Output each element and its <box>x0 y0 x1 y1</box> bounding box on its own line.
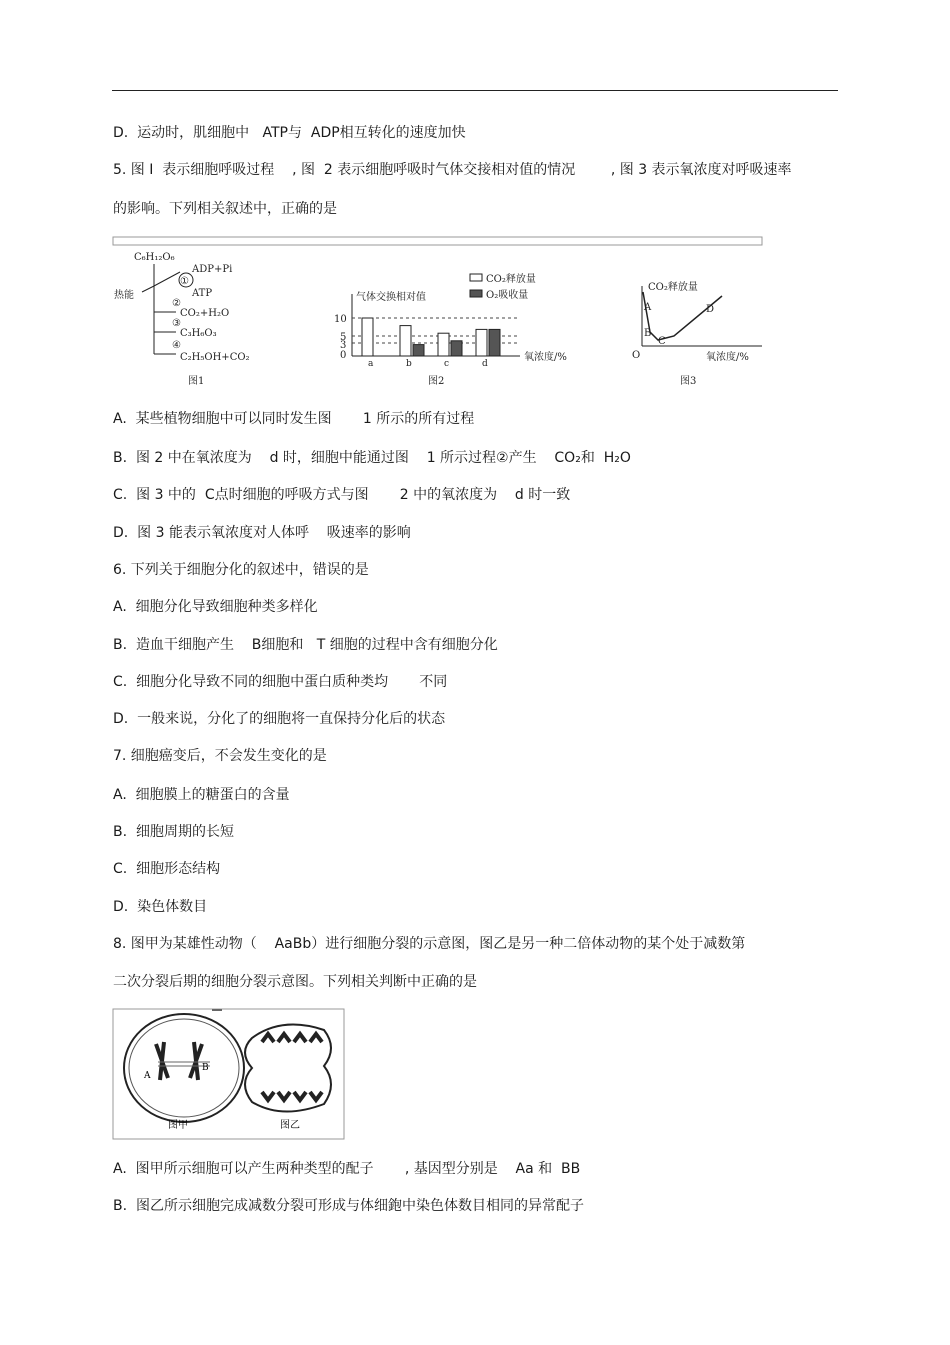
fig3-label-b: B <box>644 328 652 339</box>
fig2-ytick-5: 5 <box>340 332 347 343</box>
figure-2-gas-exchange <box>334 272 567 387</box>
fig1-num-4: ④ <box>172 340 181 351</box>
question-5-option-d: D. 图 3 能表示氧浓度对人体呼 吸速率的影响 <box>113 525 411 541</box>
fig8-caption-jia: 图甲 <box>168 1120 188 1131</box>
fig1-product-3: C₃H₆O₃ <box>180 328 217 339</box>
question-5-option-a: A. 某些植物细胞中可以同时发生图 1 所示的所有过程 <box>113 411 475 427</box>
fig2-xtick-c: c <box>444 359 450 369</box>
fig8-chromosomes-yi-top <box>262 1034 322 1042</box>
fig2-xlabel: 氧浓度/% <box>524 352 567 363</box>
fig1-heat: 热能 <box>114 290 134 301</box>
question-5-stem-cont: 的影响。下列相关叙述中，正确的是 <box>113 201 337 217</box>
fig1-product-2: CO₂+H₂O <box>180 308 230 319</box>
question-6-option-a: A. 细胞分化导致细胞种类多样化 <box>113 599 318 615</box>
question-7-option-c: C. 细胞形态结构 <box>113 861 221 877</box>
fig2-legend-swatch-o2 <box>470 290 482 297</box>
fig1-caption: 图1 <box>188 376 205 387</box>
fig8-caption-yi: 图乙 <box>280 1120 300 1131</box>
figure-1-respiration-pathway <box>114 252 250 387</box>
fig1-adp: ADP+Pi <box>192 264 233 275</box>
fig3-caption: 图3 <box>680 376 697 387</box>
fig2-bar-b-co2 <box>400 326 411 356</box>
fig2-ytick-10: 10 <box>334 314 347 325</box>
question-8-figures <box>112 1008 346 1142</box>
question-7-option-a: A. 细胞膜上的糖蛋白的含量 <box>113 787 290 803</box>
fig2-bar-b-o2 <box>413 345 424 356</box>
header-rule <box>112 90 838 91</box>
fig2-bar-d-co2 <box>476 329 487 356</box>
fig8-cell-yi <box>245 1025 331 1131</box>
fig2-ytick-0: 0 <box>340 350 347 361</box>
fig2-caption: 图2 <box>428 376 445 387</box>
fig8-cell-jia <box>124 1014 244 1131</box>
fig8-gene-b: B <box>202 1063 209 1073</box>
fig1-num-1: ① <box>180 276 189 287</box>
question-6-stem: 6. 下列关于细胞分化的叙述中，错误的是 <box>113 562 369 578</box>
fig8-gene-a: A <box>144 1071 151 1081</box>
fig1-num-3: ③ <box>172 318 181 329</box>
fig2-xtick-b: b <box>406 359 412 369</box>
fig2-bar-c-o2 <box>451 341 462 356</box>
question-8-stem-cont: 二次分裂后期的细胞分裂示意图。下列相关判断中正确的是 <box>113 974 477 990</box>
option-d-prev: D. 运动时，肌细胞中 ATP与 ADP相互转化的速度加快 <box>113 125 466 141</box>
fig3-ylabel: CO₂释放量 <box>648 282 698 293</box>
fig3-label-d: D <box>706 304 715 315</box>
fig1-atp: ATP <box>192 288 213 299</box>
fig3-curve <box>643 292 722 340</box>
fig2-bar-d-o2 <box>489 329 500 356</box>
question-7-option-b: B. 细胞周期的长短 <box>113 824 234 840</box>
question-7-stem: 7. 细胞癌变后，不会发生变化的是 <box>113 748 327 764</box>
question-8-stem: 8. 图甲为某雄性动物（ AaBb）进行细胞分裂的示意图，图乙是另一种二倍体动物的某个处于减数第 <box>113 936 746 952</box>
question-5-option-b: B. 图 2 中在氧浓度为 d 时，细胞中能通过图 1 所示过程②产生 CO₂和 H₂O <box>113 450 631 466</box>
question-6-option-d: D. 一般来说，分化了的细胞将一直保持分化后的状态 <box>113 711 446 727</box>
fig3-label-c: C <box>658 336 666 347</box>
question-5-figures <box>112 236 764 392</box>
question-6-option-c: C. 细胞分化导致不同的细胞中蛋白质种类均 不同 <box>113 674 448 690</box>
fig2-ytick-3: 3 <box>340 340 347 351</box>
fig3-label-a: A <box>644 302 652 313</box>
question-6-option-b: B. 造血干细胞产生 B细胞和 T 细胞的过程中含有细胞分化 <box>113 637 498 653</box>
fig3-xlabel: 氧浓度/% <box>706 352 749 363</box>
fig2-bar-c-co2 <box>438 333 449 356</box>
fig1-product-4: C₂H₅OH+CO₂ <box>180 352 250 363</box>
fig3-origin: O <box>632 350 641 361</box>
fig8-chromosomes-yi-bottom <box>262 1092 322 1100</box>
question-7-option-d: D. 染色体数目 <box>113 899 208 915</box>
fig1-substrate: C₆H₁₂O₆ <box>134 252 175 263</box>
figure-3-o2-curve <box>632 280 762 387</box>
question-8-option-b: B. 图乙所示细胞完成减数分裂可形成与体细鉋中染色体数目相同的异常配子 <box>113 1198 584 1214</box>
figure-frame-top <box>113 237 762 245</box>
fig2-legend-co2: CO₂释放量 <box>486 274 536 285</box>
question-5-stem: 5. 图 I 表示细胞呼吸过程 , 图 2 表示细胞呼吸时气体交接相对值的情况 , 图 3 表示氧浓度对呼吸速率 <box>113 162 792 178</box>
fig2-xtick-d: d <box>482 359 488 369</box>
question-8-option-a: A. 图甲所示细胞可以产生两种类型的配子 , 基因型分别是 Aa 和 BB <box>113 1161 581 1177</box>
fig1-num-2: ② <box>172 298 181 309</box>
fig8-chromosomes-jia <box>156 1042 202 1080</box>
fig2-legend-o2: O₂吸收量 <box>486 290 529 301</box>
fig2-legend-swatch-co2 <box>470 274 482 281</box>
fig2-ylabel: 气体交换相对值 <box>356 292 426 303</box>
question-5-option-c: C. 图 3 中的 C点时细胞的呼吸方式与图 2 中的氧浓度为 d 时一致 <box>113 487 571 503</box>
fig2-xtick-a: a <box>368 359 374 369</box>
fig2-bar-a-co2 <box>362 318 373 356</box>
